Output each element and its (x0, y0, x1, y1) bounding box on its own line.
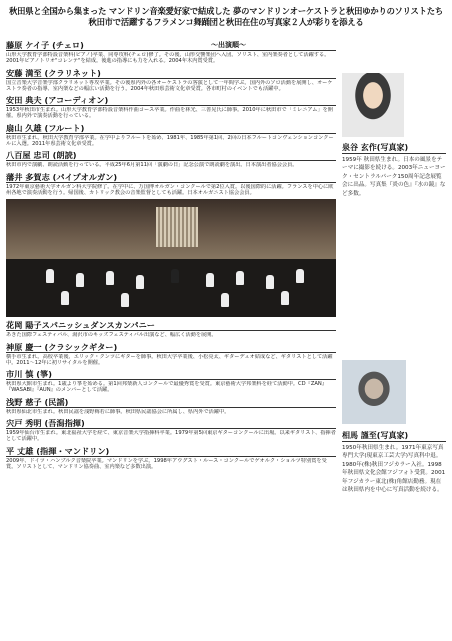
performer-bio: あきた国際フェスティバル、湯沢市のキッズフェスティバル出演など、幅広く活動を展開。 (6, 332, 217, 339)
orchestra-photo (6, 199, 336, 317)
photographer-name: 泉谷 玄作(写真家) (342, 142, 446, 154)
performer-bio: 山形大学教育学部特設音楽科(ピアノ)卒業、同専攻科(チェロ)修了。その後、山形交響楽団へ入団。ソリスト、室内楽奏者として活躍する。2001年ピアノトリオ"コレンテ"を結成。後進の指導にも力を入れる。2004年木内賞受賞。 (6, 52, 330, 65)
player-figure (266, 275, 274, 289)
performer-bio: 1953年秋田市生まれ。山形大学教育学部特設音楽科作曲コース卒業。作曲を林光、三善晃氏に師事。2010年に秋田市で「ミレニアム」を開催。県内外で演奏活動を行っている。 (6, 107, 333, 120)
performer-block (6, 369, 336, 394)
player-figure (76, 273, 84, 287)
performer-block (6, 342, 336, 367)
performer-name: 浅野 慈子 (民謡) (6, 397, 336, 408)
photographer-block (342, 140, 446, 198)
performer-block (6, 397, 336, 415)
player-figure (61, 291, 69, 305)
player-figure (296, 269, 304, 283)
photographer-portrait (342, 360, 406, 424)
header (0, 6, 452, 28)
player-figure (136, 275, 144, 289)
player-figure (121, 293, 129, 307)
photographer-portrait (342, 73, 404, 137)
performer-name: 安田 典夫 (アコーディオン) (6, 95, 336, 106)
performer-block (6, 150, 336, 168)
performer-name: 市川 慎 (箏) (6, 369, 336, 380)
performer-bio: 国立音楽大学音楽学部クラリネット専攻卒業。その後県内外の各オーケストラの客演として一年間学ぶ。国内外のソロ活動を展開し、オーケストラ奏者の指導、室内楽などの幅広い活動を行う。2004年秋田県芸術文化章受賞。各市町村のイベントでも活躍中。 (6, 79, 333, 92)
performer-name: 藩井 多賀志 (パイプオルガン) (6, 172, 336, 183)
player-figure (281, 291, 289, 305)
performer-bio: 横手市生まれ。高校卒業後、エリック・クンツにギターを師事。秋田大学卒業後、小松亮太、ギターデュオ結成など、ギタリストとして活躍中。2011〜12年に初リサイタルを開催。 (6, 353, 333, 366)
player-figure (46, 269, 54, 283)
performer-block (6, 40, 336, 65)
performer-block (6, 320, 336, 338)
player-figure (221, 293, 229, 307)
player-figure (106, 271, 114, 285)
photographer-name: 相馬 謹至(写真家) (342, 430, 446, 442)
player-figure (206, 273, 214, 287)
photographer-bio: 1959年 秋田県生まれ。日本の風景をテーマに撮影を続ける。2003年ニューヨーク・セントラルパーク150周年記念展覧会に出品。写真集『炎の色』『水の鏡』など多数。 (342, 157, 446, 197)
performer-block (6, 68, 336, 93)
conductor-figure (171, 269, 179, 283)
performer-bio: 秋田県仙北市生まれ。秋田民謡を浅野梅若に師事。秋田県民謡協会に所属し、県内外で活躍中。 (6, 408, 230, 415)
photographer-bio: 1950年秋田県生まれ。1971年東京写真専門大学(現東京工芸大学)写真科中退。1980年(株)秋田フジカラー入社。1998年秋田県文化会館フジフォト受賞。2001年フジカラー東北(株)角館店勤務。現在は秋田県内を中心に写真活動を続ける。 (342, 445, 446, 494)
performer-bio: 秋田市内で演劇、朗読活動を行っている。平成25年6月第11回「演劇の日」記念公演で朗読劇を演出。日本演出者協会会員。 (6, 162, 298, 169)
stage (6, 259, 336, 317)
performer-block (6, 95, 336, 120)
pipe-organ (156, 207, 198, 247)
photographer-block (342, 428, 446, 494)
performer-block (6, 418, 336, 443)
performer-name: 八百屋 忠司 (朗読) (6, 150, 336, 161)
performer-bio: 1972年東京藝術大学オルガン科大学院修了。在学中に、万国博オルガン・コンクールで第2位入賞。以後国際的に活躍。フランスを中心に欧州各地で演奏活動を行う。帰国後、カトリック教会の音楽監督としても活躍。日本オルガニスト協会会員。 (6, 183, 334, 196)
performer-block (6, 446, 336, 471)
performer-bio: 秋田市生まれ。秋田大学教育学部卒業。在学中よりフルートを始め、1981年、1985年第1回、2回の日本フルートコンヴェンションコンクールに入選。2011年県芸術文化章受賞。 (6, 134, 334, 148)
performer-name: 神原 慶一 (クラシックギター) (6, 342, 336, 353)
performer-name: 宍戸 秀明 (吾潟指揮) (6, 418, 336, 429)
performer-block (6, 172, 336, 197)
performer-name: 扇山 久雄 (フルート) (6, 123, 336, 134)
performer-name: 花岡 陽子スパニッシュダンスカンパニー (6, 320, 336, 331)
player-figure (236, 271, 244, 285)
performer-column (6, 40, 336, 473)
performer-name: 平 丈雄 (指揮・マンドリン) (6, 446, 336, 457)
performer-block (6, 123, 336, 148)
header-line-2: 秋田市で活躍するフラメンコ舞踊団と秋田在住の写真家２人が彩りを添える (88, 17, 364, 27)
performer-bio: 2009年、ドイツ・ハンブルク音楽院卒業。マンドリンを学ぶ。1998年アウグスト・ルース・コンクールでゲオルク・ショルツ特別賞を受賞。ソリストとして、マンドリン協奏曲、室内楽など多数出演。 (6, 457, 327, 470)
performer-bio: 1959年仙台市生まれ。東北福祉大学を経て、東京音楽大学指揮科卒業。1979年第5回東京ギターコンクールに出場。以来ギタリスト、指揮者として活躍中。 (6, 430, 336, 443)
header-line-1: 秋田県と全国から集まった マンドリン音楽愛好家で結成した 夢のマンドリンオーケストラと秋田ゆかりのソリストたち (9, 6, 443, 16)
performer-bio: 秋田県大館市生まれ。1歳より箏を始める。第1回邦楽新人コンクールで最優秀賞を受賞。東京藝術大学邦楽科を経て活動中。CD『ZAN』『WASABI』『AUN』のメンバーとして活躍。 (6, 381, 327, 394)
performer-name: 藤原 ケイ子 (チェロ) (6, 40, 84, 50)
performer-name: 安藤 満至 (クラリネット) (6, 68, 336, 79)
order-note: 〜出演順〜 (211, 41, 246, 49)
